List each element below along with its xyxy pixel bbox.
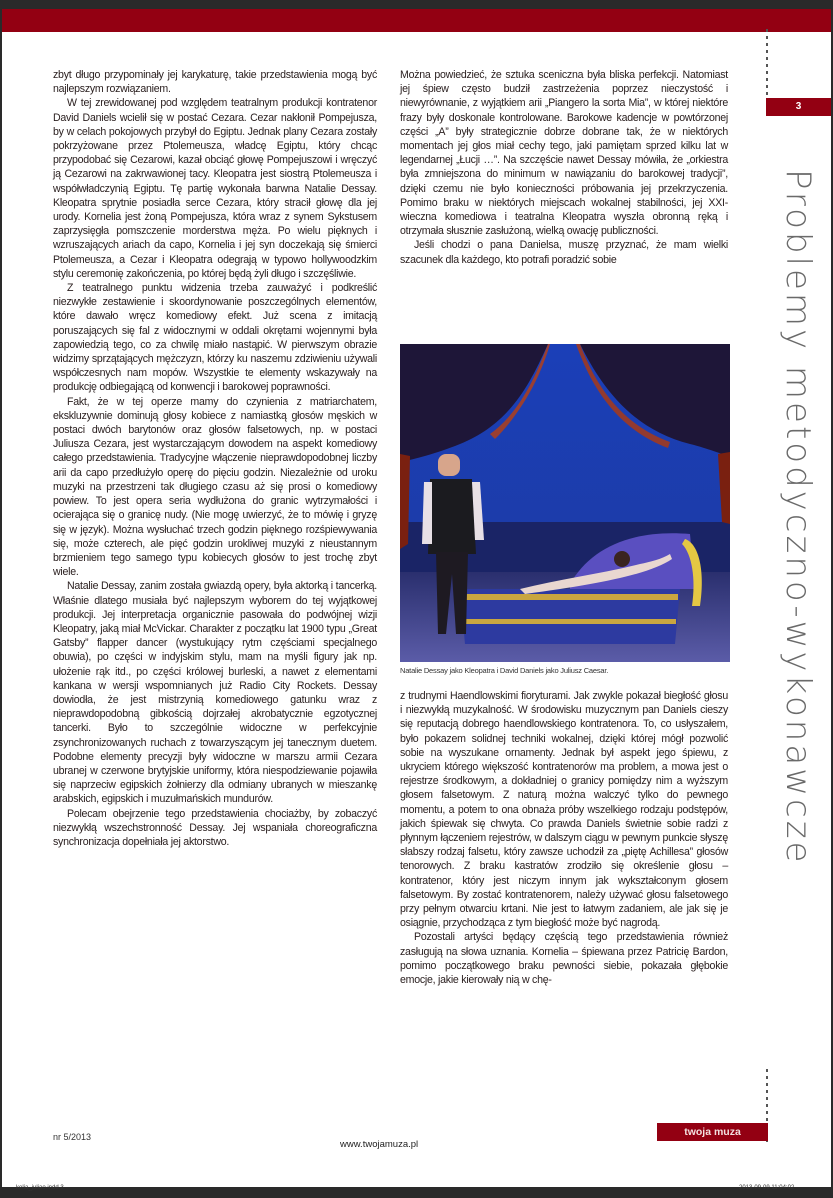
print-slug-timestamp: 2013-09-09 11:04:02 xyxy=(739,1185,795,1191)
paragraph: Natalie Dessay, zanim została gwiazdą opery, była aktorką i tancerką. Właśnie dlatego musiała być najlepszym wyborem do tej wyjątkowej produkcji. Jej interpretacja organicznie pasowała do podwójnej wizji Kleopatry, jaką miał McVickar. Charakter z początku lat 1900 typu „Great Gatsby” flapper dancer (wystukujący rytm częściami specjalnego obuwia), po części w indyjskim stylu, mam na myśli figury jak np. ułożenie rąk itd., po części królowej burleski, a nawet z elementami kankana w wersji wspomnianych już Radio City Rockets. Dessay dowiodła, że jest mistrzynią komediowego gatunku wraz z nieprawdopodobną gibkością dojrzałej akrobatycznie egzotycznej tancerki. Było to szczególnie widoczne w perfekcyjnie zsynchronizowanych ruchach z towarzyszącym jej tanecznym duetem. Podobne elementy precyzji były widoczne w marszu armii Cezara ubranej w czerwone brytyjskie uniformy, która niespodziewanie pojawiła się naprzeciw egipskich żołnierzy dla odmiany ubranych w mieszankę arabskich, egipskich i muzułmańskich mundurów. xyxy=(53,580,377,806)
paragraph: Jeśli chodzi o pana Danielsa, muszę przyznać, że mam wielki szacunek dla każdego, kto potrafi poradzić sobie xyxy=(400,239,728,266)
page-number-badge: 3 xyxy=(766,98,831,116)
paragraph: Polecam obejrzenie tego przedstawienia chociażby, by zobaczyć niezwykłą wszechstronność Dessay. Jej wspaniała choreograficzna synchronizacja dopełniała jej aktorstwo. xyxy=(53,807,377,848)
section-title-vertical xyxy=(778,169,818,1049)
section-title-text: Problemy metodyczno-wykonawcze xyxy=(778,169,818,866)
paragraph: Można powiedzieć, że sztuka sceniczna była bliska perfekcji. Natomiast jej śpiew często budził zastrzeżenia poprzez nieczystość i niewyrównanie, z wyjątkiem arii „Piangero la sorta Mia”, w której niektóre frazy były doskonale kontrolowane. Barokowe kadencje w powtórzonej części „A” były strategicznie dobrze dobrane tak, że w niektórych momentach jej głos miał cechy tego, jaki pamiętam sprzed kilku lat w legendarnej „Łucji …”. Na szczęście nawet Dessay mówiła, że „orkiestra była zmniejszona do minimum w nawiązaniu do barokowej tradycji”, dzięki czemu nie było konieczności próbowania jej przekrzyczenia. Pomimo braku w niektórych miejscach wokalnej stabilności, jej XXI-wieczna komediowa i teatralna Kleopatra wyszła obronną ręką i otrzymała słusznie zasłużoną, wielką owację publiczności. xyxy=(400,69,728,238)
brand-badge: twoja muza xyxy=(657,1123,768,1141)
article-column-right-bottom xyxy=(400,689,728,987)
top-accent-bar xyxy=(2,9,831,32)
stage-photo xyxy=(400,344,730,662)
issue-number: nr 5/2013 xyxy=(53,1132,92,1142)
paragraph: Fakt, że w tej operze mamy do czynienia z matriarchatem, ekskluzywnie dominują głosy kobiece z namiastką głosów męskich w postaci dwóch barytonów oraz głosów falsetowych, np. w postaci Juliusza Cezara, jest wystarczającym dowodem na aspekt komediowy całego przedstawienia. Tradycyjne włączenie nieprawdopodobnej liczby arii da capo przedłużyło operę do pięciu godzin. Niezależnie od uroku muzyki na przestrzeni tak długiego czasu aż się prosi o komediowy powiew. To jest opera seria wydłużona do granic wytrzymałości i ocierająca się o granicę nudy. (Nie mogę uwierzyć, że to mówię i gryzę się w język). Można wysłuchać trzech godzin pięknego rozśpiewywania się, może czterech, ale pięć godzin urokliwej muzyki z nieustannym brzmieniem tego samego typu kobiecych głosów to jest trochę zbyt wiele. xyxy=(53,395,377,579)
paragraph: Z teatralnego punktu widzenia trzeba zauważyć i podkreślić niezwykłe zestawienie i skoordynowanie poszczególnych elementów, które dawało wręcz komediowy efekt. Już scena z imitacją poruszających się fal z widocznymi w oddali okrętami wojennymi była zapowiedzią tego, co za chwilę miało nastąpić. W pierwszym obrazie widzimy sprzątających mężczyzn, którzy ku naszemu zdziwieniu używali współczesnych nam mopów. Wszystkie te elementy wskazywały na produkcję odbiegającą od konwencji i barokowej poprawności. xyxy=(53,282,377,394)
paragraph: Pozostali artyści będący częścią tego przedstawienia również zasługują na słowa uznania. Kornelia – śpiewana przez Patricię Bardon, pomimo początkowego braku pewności siebie, pokazała głębokie emocje, jakie kierowały nią w chę- xyxy=(400,931,728,987)
paragraph: zbyt długo przypominały jej karykaturę, takie przedstawienia mogą być najlepszym rozwiązaniem. xyxy=(53,69,377,96)
photo-caption: Natalie Dessay jako Kleopatra i David Daniels jako Juliusz Caesar. xyxy=(400,666,609,675)
article-column-left xyxy=(53,68,377,849)
print-slug-file: kelia_juliao.indd 3 xyxy=(16,1185,64,1191)
paragraph: z trudnymi Haendlowskimi fioryturami. Jak zwykle pokazał biegłość głosu i niezwykłą muzykalność. W środowisku muzycznym pan Daniels cieszy się reputacją dobrego haendlowskiego kontratenora. To, co usłyszałem, było pokazem solidnej techniki wokalnej, dzięki której mógł pozwolić sobie na wyszukane ornamenty. Jednak był aspekt jego śpiewu, z ukryciem którego większość kontratenorów ma problem, a mowa jest o rejestrze środkowym, a dokładniej o granicy pomiędzy nim a wyższym głosem falsetowym. Z naturą można walczyć tylko do pewnego momentu, a potem to ona obnaża próby wszelkiego rodzaju podstępów, jakich śpiewak się chwyta. Co prawda Daniels świetnie sobie radzi z płynnym łączeniem rejestrów, w dalszym ciągu w pewnym punkcie słyszę słabszy rodzaj falsetu, który zawsze uchodził za „piętę Achillesa” głosów tenorowych. Z braku kastratów zrodziło się określenie głosu – kontratenor, który jest niczym innym jak wykształconym głosem falsetowym. By zostać kontratenorem, należy używać głosu falsetowego przy pełnym otwarciu krtani. Nie jest to łatwym zadaniem, ale jak się je osiągnie, przychodząca z tym biegłość może być nagrodą. xyxy=(400,690,728,930)
website-link[interactable]: www.twojamuza.pl xyxy=(340,1139,419,1150)
paragraph: W tej zrewidowanej pod względem teatralnym produkcji kontratenor David Daniels wcielił się w postać Cezara. Cezar nakłonił Pompejusza, by w celach pokojowych przybył do Egiptu. Jednak plany Cezara zostały pokrzyżowane przez Ptolemeusza, władcę Egiptu, który chcąc przypodobać się Cezarowi, kazał obciąć głowę Pompejuszowi i wręczyć ją Cezarowi na zakrwawionej tacy. Kleopatra jest siostrą Ptolemeusza i współwładczynią Egiptu. Tę partię wykonała barwna Natalie Dessay. Kleopatra sprytnie posiadła serce Cezara, który stracił głowę dla jej urody. Kornelia jest żoną Pompejusza, która wraz z synem Sykstusem zaprzysięgła pomszczenie morderstwa męża. Po wielu pięknych i wzruszających ariach da capo, Kornelia i jej syn doczekają się śmierci Ptolemeusza, a Cezar i Kleopatra odegrają w typowo hollywoodzkim stylu ceremonię zakończenia, po której będą żyli długo i szczęśliwie. xyxy=(53,97,377,280)
magazine-page xyxy=(2,9,831,1191)
article-column-right-top xyxy=(400,68,728,267)
